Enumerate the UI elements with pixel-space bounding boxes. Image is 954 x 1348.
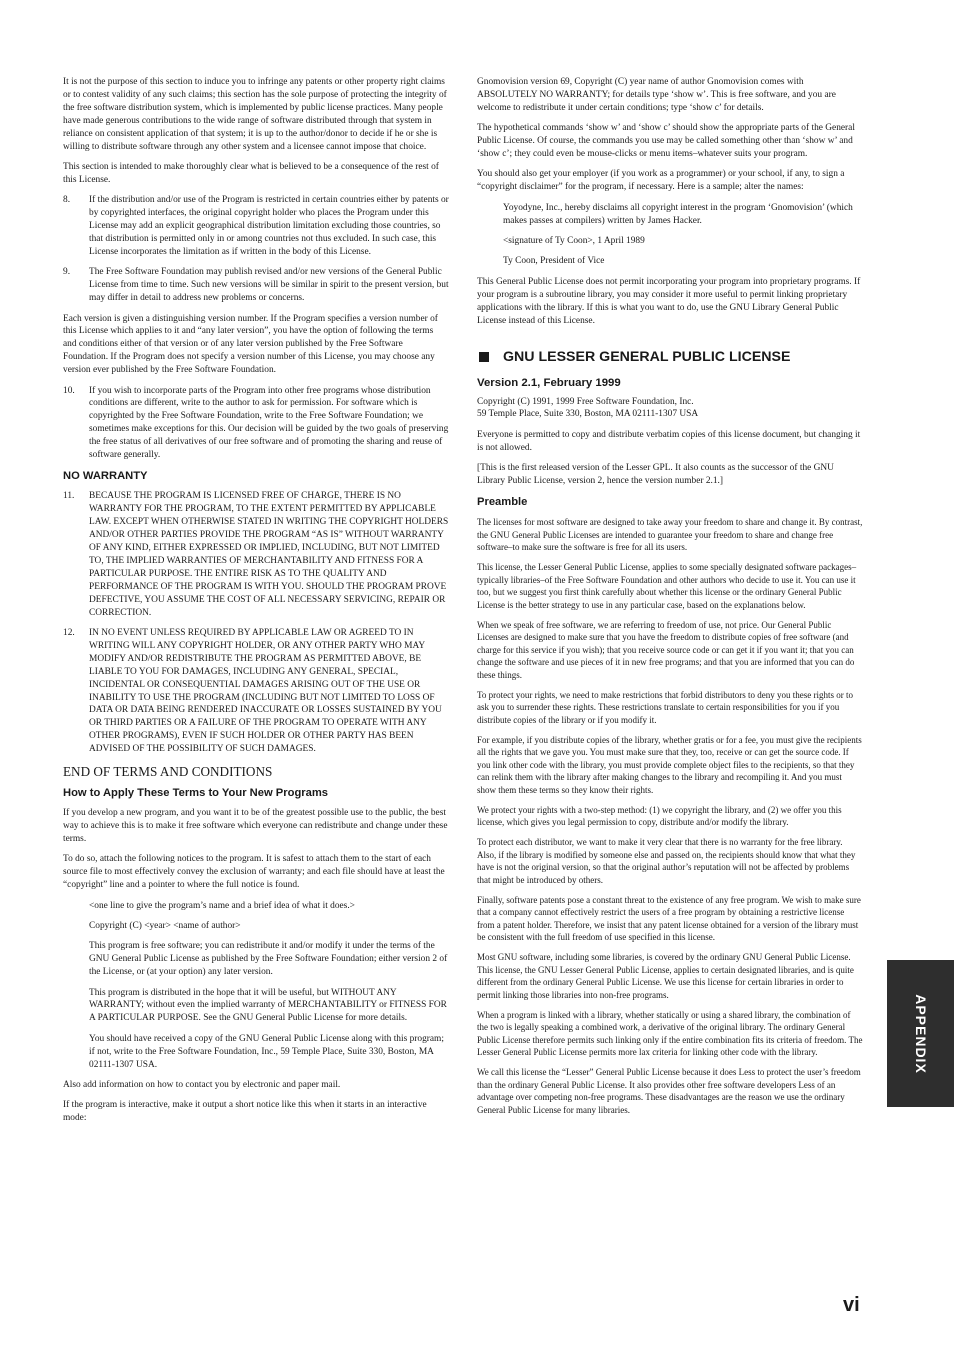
- appendix-tab-label: APPENDIX: [912, 993, 929, 1074]
- end-of-terms-heading: END OF TERMS AND CONDITIONS: [63, 764, 273, 780]
- version-heading: Version 2.1, February 1999: [477, 376, 621, 389]
- list-item: [63, 266, 449, 305]
- item-text: If you wish to incorporate parts of the Program into other free programs whose distribution conditions are different, write to the author to ask for permission. For software which is copyrighted by the Free Software Foundation, write to the Free Software Foundation; we sometimes make exceptions for this. Our decision will be guided by the two goals of preserving the free status of all derivatives of our free software and of promoting the sharing and reuse of software generally.: [89, 385, 449, 461]
- list-item: [63, 490, 449, 619]
- left-column: [63, 76, 449, 1133]
- page-number: vi: [843, 1294, 860, 1316]
- item-number: 11.: [63, 491, 75, 502]
- paragraph: For example, if you distribute copies of the library, whether gratis or for a fee, you must give the recipients all the rights that we gave you. You must make sure that they, too, receive or can get the source code. If you link other code with the library, you must provide complete object files to the recipients, so that they can relink them with the library after making changes to the library and recompiling it. And you must show them these terms so they know their rights.: [477, 734, 862, 795]
- paragraph: Also add information on how to contact you by electronic and paper mail.: [63, 1080, 341, 1090]
- paragraph: The hypothetical commands ‘show w’ and ‘show c’ should show the appropriate parts of the General Public License. Of course, the commands you use may be called something other than ‘show w’ and ‘show c’; they could even be mouse-clicks or menu items–whatever suits your program.: [477, 123, 855, 160]
- paragraph: To protect your rights, we need to make restrictions that forbid distributors to deny you these rights or to ask you to surrender these rights. These restrictions translate to certain responsibilities for you if you distribute copies of the library or if you modify it.: [477, 689, 854, 725]
- paragraph: We protect your rights with a two-step method: (1) we copyright the library, and (2) we offer you this license, which gives you legal permission to copy, distribute and/or modify the library.: [477, 804, 842, 828]
- paragraph: Finally, software patents pose a constant threat to the existence of any free program. We wish to make sure that a company cannot effectively restrict the users of a free program by obtaining a restrictive license from a patent holder. Therefore, we insist that any patent license obtained for a version of the library must be consistent with the full freedom of use specified in this license.: [477, 894, 861, 943]
- indented-paragraph: Ty Coon, President of Vice: [503, 256, 605, 267]
- indented-paragraph: Yoyodyne, Inc., hereby disclaims all copyright interest in the program ‘Gnomovision’ (which makes passes at compilers) written by James Hacker.: [503, 202, 853, 226]
- square-bullet-icon: [479, 352, 489, 362]
- item-number: 9.: [63, 267, 71, 278]
- item-number: 12.: [63, 628, 75, 639]
- copyright-line: Copyright (C) 1991, 1999 Free Software Foundation, Inc.: [477, 396, 694, 407]
- indented-paragraph: <one line to give the program’s name and a brief idea of what it does.>: [89, 900, 355, 911]
- copyright-notice: [477, 396, 863, 422]
- paragraph: Most GNU software, including some libraries, is covered by the ordinary GNU General Public License. This license, the GNU Lesser General Public License, applies to certain designated libraries, and is quite different from the ordinary General Public License. We use this license for certain libraries in order to permit linking those libraries into non-free programs.: [477, 952, 854, 1000]
- paragraph: This General Public License does not permit incorporating your program into proprietary programs. If your program is a subroutine library, you may consider it more useful to permit linking proprietary applications with the library. If this is what you want to do, use the GNU Library General Public License instead of this License.: [477, 276, 861, 326]
- item-number: 10.: [63, 385, 75, 396]
- list-item: [63, 385, 449, 462]
- paragraph: It is not the purpose of this section to induce you to infringe any patents or other property right claims or to contest validity of any such claims; this section has the sole purpose of protecting the integrity of the free software distribution system, which is implemented by public license practices. Many people have made generous contributions to the wide range of software distributed through that system in reliance on consistent application of that system; it is up to the author/donor to decide if he or she is willing to distribute software through any other system and a licensee cannot impose that choice.: [63, 77, 447, 152]
- indented-paragraph: This program is distributed in the hope that it will be useful, but WITHOUT ANY WARRANTY; without even the implied warranty of MERCHANTABILITY or FITNESS FOR A PARTICULAR PURPOSE. See the GNU General Public License for more details.: [89, 987, 447, 1024]
- paragraph: When we speak of free software, we are referring to freedom of use, not price. Our General Public Licenses are designed to make sure that you have the freedom to distribute copies of free software (and charge for this service if you wish); that you receive source code or can get it if you want it; that you can change the software and use pieces of it in new free programs; and that you are informed that you can do these things.: [477, 619, 855, 680]
- lgpl-title: [477, 348, 863, 366]
- list-item: [63, 627, 449, 756]
- paragraph: Each version is given a distinguishing version number. If the Program specifies a version number of this License which applies to it and “any later version”, you have the option of following the terms and conditions either of that version or of any later version published by the Free Software Foundation. If the Program does not specify a version number of this License, you may choose any version ever published by the Free Software Foundation.: [63, 313, 438, 376]
- appendix-side-tab: [887, 960, 954, 1107]
- item-number: 8.: [63, 195, 71, 206]
- paragraph: We call this license the “Lesser” General Public License because it does Less to protect the user’s freedom than the ordinary General Public License. It also provides other free software developers Less of an advantage over competing non-free programs. These disadvantages are the reason we use the ordinary General Public License for many libraries.: [477, 1067, 861, 1115]
- preamble-heading: Preamble: [477, 496, 528, 509]
- paragraph: The licenses for most software are designed to take away your freedom to share and change it. By contrast, the GNU General Public Licenses are intended to guarantee your freedom to share and change free software–to make sure the software is free for all its users.: [477, 517, 863, 553]
- how-to-apply-heading: How to Apply These Terms to Your New Programs: [63, 787, 329, 800]
- paragraph: If the program is interactive, make it output a short notice like this when it starts in an interactive mode:: [63, 1100, 427, 1124]
- item-text: If the distribution and/or use of the Program is restricted in certain countries either by patents or by copyrighted interfaces, the original copyright holder who places the Program under this License may add an explicit geographical distribution limitation excluding those countries, so that distribution is permitted only in or among countries not thus excluded. In such case, this License incorporates the limitation as if written in the body of this License.: [89, 195, 449, 257]
- indented-paragraph: This program is free software; you can redistribute it and/or modify it under the terms of the GNU General Public License as published by the Free Software Foundation; either version 2 of the License, or (at your option) any later version.: [89, 941, 448, 978]
- right-column: [477, 76, 863, 1124]
- paragraph: This license, the Lesser General Public License, applies to some specially designated software packages–typically libraries–of the Free Software Foundation and other authors who decide to use it. You can use it too, but we suggest you first think carefully about whether this license or the ordinary General Public License is the better strategy to use in any particular case, based on the explanations below.: [477, 562, 857, 610]
- paragraph: [This is the first released version of the Lesser GPL. It also counts as the successor of the GNU Library Public License, version 2, hence the version number 2.1.]: [477, 463, 834, 487]
- paragraph: This section is intended to make thoroughly clear what is believed to be a consequence of the rest of this License.: [63, 161, 439, 185]
- indented-paragraph: Copyright (C) <year> <name of author>: [89, 920, 241, 931]
- address-line: 59 Temple Place, Suite 330, Boston, MA 02111-1307 USA: [477, 409, 699, 420]
- lgpl-title-text: GNU LESSER GENERAL PUBLIC LICENSE: [503, 348, 791, 365]
- paragraph: You should also get your employer (if you work as a programmer) or your school, if any, to sign a “copyright disclaimer” for the program, if necessary. Here is a sample; alter the names:: [477, 169, 845, 193]
- paragraph: If you develop a new program, and you want it to be of the greatest possible use to the public, the best way to achieve this is to make it free software which everyone can redistribute and change under these terms.: [63, 808, 448, 844]
- no-warranty-heading: NO WARRANTY: [63, 470, 148, 483]
- list-item: [63, 194, 449, 259]
- paragraph: To do so, attach the following notices to the program. It is safest to attach them to the start of each source file to most effectively convey the exclusion of warranty; and each file should have at least the “copyright” line and a pointer to where the full notice is found.: [63, 854, 445, 891]
- paragraph: When a program is linked with a library, whether statically or using a shared library, the combination of the two is legally speaking a combined work, a derivative of the original library. The ordinary General Public License therefore permits such linking only if the entire combination fits its criteria of freedom. The Lesser General Public License permits more lax criteria for linking other code with the library.: [477, 1009, 863, 1058]
- paragraph: Gnomovision version 69, Copyright (C) year name of author Gnomovision comes with ABSOLUTELY NO WARRANTY; for details type ‘show w’. This is free software, and you are welcome to redistribute it under certain conditions; type ‘show c’ for details.: [477, 77, 836, 113]
- indented-paragraph: <signature of Ty Coon>, 1 April 1989: [503, 236, 645, 247]
- indented-paragraph: You should have received a copy of the GNU General Public License along with this program; if not, write to the Free Software Foundation, Inc., 59 Temple Place, Suite 330, Boston, MA 02111-1307 USA.: [89, 1033, 444, 1070]
- item-text: IN NO EVENT UNLESS REQUIRED BY APPLICABLE LAW OR AGREED TO IN WRITING WILL ANY COPYRIGHT HOLDER, OR ANY OTHER PARTY WHO MAY MODIFY AND/OR REDISTRIBUTE THE PROGRAM AS PERMITTED ABOVE, BE LIABLE TO YOU FOR DAMAGES, INCLUDING ANY GENERAL, SPECIAL, INCIDENTAL OR CONSEQUENTIAL DAMAGES ARISING OUT OF THE USE OR INABILITY TO USE THE PROGRAM (INCLUDING BUT NOT LIMITED TO LOSS OF DATA OR DATA BEING RENDERED INACCURATE OR LOSSES SUSTAINED BY YOU OR THIRD PARTIES OR A FAILURE OF THE PROGRAM TO OPERATE WITH ANY OTHER PROGRAMS), EVEN IF SUCH HOLDER OR OTHER PARTY HAS BEEN ADVISED OF THE POSSIBILITY OF SUCH DAMAGES.: [89, 628, 442, 755]
- item-text: BECAUSE THE PROGRAM IS LICENSED FREE OF CHARGE, THERE IS NO WARRANTY FOR THE PROGRAM, TO THE EXTENT PERMITTED BY APPLICABLE LAW. EXCEPT WHEN OTHERWISE STATED IN WRITING THE COPYRIGHT HOLDERS AND/OR OTHER PARTIES PROVIDE THE PROGRAM “AS IS” WITHOUT WARRANTY OF ANY KIND, EITHER EXPRESSED OR IMPLIED, INCLUDING, BUT NOT LIMITED TO, THE IMPLIED WARRANTIES OF MERCHANTABILITY AND FITNESS FOR A PARTICULAR PURPOSE. THE ENTIRE RISK AS TO THE QUALITY AND PERFORMANCE OF THE PROGRAM IS WITH YOU. SHOULD THE PROGRAM PROVE DEFECTIVE, YOU ASSUME THE COST OF ALL NECESSARY SERVICING, REPAIR OR CORRECTION.: [89, 491, 449, 618]
- item-text: The Free Software Foundation may publish revised and/or new versions of the General Public License from time to time. Such new versions will be similar in spirit to the present version, but may differ in detail to address new problems or concerns.: [89, 267, 449, 304]
- paragraph: To protect each distributor, we want to make it very clear that there is no warranty for the free library. Also, if the library is modified by someone else and passed on, the recipients should know that what they have is not the original version, so that the original author’s reputation will not be affected by problems that might be introduced by others.: [477, 837, 856, 885]
- paragraph: Everyone is permitted to copy and distribute verbatim copies of this license document, but changing it is not allowed.: [477, 429, 861, 453]
